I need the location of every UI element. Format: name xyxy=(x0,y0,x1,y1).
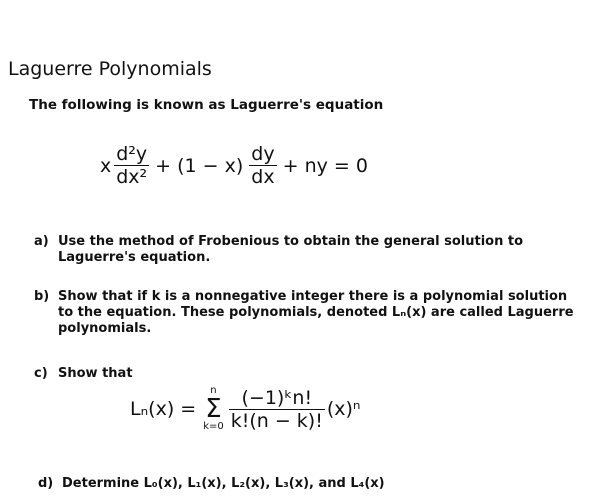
page-title: Laguerre Polynomials xyxy=(8,58,212,80)
item-c-text: Show that xyxy=(58,366,133,381)
eq-dx2: dx² xyxy=(116,166,148,188)
formula-fraction xyxy=(229,387,325,432)
eq-x: x xyxy=(100,154,112,177)
item-d-text: Determine L₀(x), L₁(x), L₂(x), L₃(x), and L₄(x) xyxy=(62,476,385,491)
eq-second-derivative xyxy=(114,143,149,188)
eq-d2y: d²y xyxy=(116,143,148,165)
eq-middle: + (1 − x) xyxy=(155,154,244,177)
formula-rhs: (x)ⁿ xyxy=(326,398,361,420)
eq-dx: dx xyxy=(251,166,275,188)
sum-sigma-icon: Σ xyxy=(205,394,222,424)
summation xyxy=(203,386,224,432)
eq-first-derivative xyxy=(249,143,276,188)
item-a-text: Use the method of Frobenious to obtain the general solution to Laguerre's equation. xyxy=(58,234,524,265)
laguerre-formula xyxy=(130,386,360,432)
item-b-text: Show that if k is a nonnegative integer there is a polynomial solution to the equation. These polynomials, denoted Lₙ(x) are called Laguerre polynomials. xyxy=(58,289,574,336)
formula-denominator: k!(n − k)! xyxy=(230,409,323,432)
eq-tail: + ny = 0 xyxy=(282,154,368,177)
laguerre-equation xyxy=(100,143,368,188)
formula-numerator: (−1)ᵏn! xyxy=(229,387,325,410)
item-b-label: b) xyxy=(34,289,50,304)
sum-lower-limit: k=0 xyxy=(203,421,224,432)
sum-upper-limit: n xyxy=(210,385,217,396)
eq-dy: dy xyxy=(251,143,275,165)
intro-text: The following is known as Laguerre's equation xyxy=(29,97,384,113)
item-a-label: a) xyxy=(34,234,49,249)
item-c-label: c) xyxy=(34,366,48,381)
item-d-label: d) xyxy=(38,476,54,491)
formula-lhs: Lₙ(x) = xyxy=(130,398,197,420)
